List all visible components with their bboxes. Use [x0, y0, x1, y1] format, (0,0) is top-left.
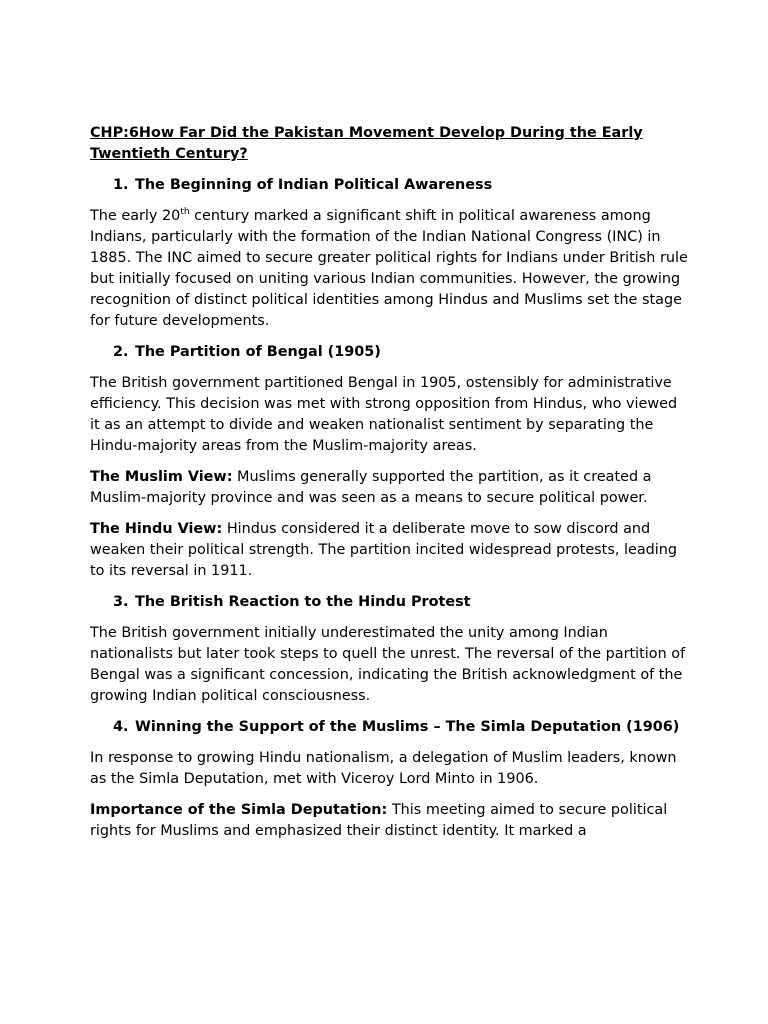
section-heading-text: Winning the Support of the Muslims – The Simla Deputation (1906): [135, 719, 680, 735]
paragraph-text: Hindus considered it a deliberate move to sow discord and weaken their political strength. The partition incited widespread protests, leading to its reversal in 1911.: [90, 521, 678, 579]
paragraph: [90, 800, 690, 842]
section-heading-4: [90, 717, 690, 738]
section-heading-text: The Beginning of Indian Political Awareness: [135, 177, 493, 193]
paragraph-text: In response to growing Hindu nationalism, a delegation of Muslim leaders, known as the Simla Deputation, met with Viceroy Lord Minto in 1906.: [90, 750, 677, 787]
section-heading-text: The British Reaction to the Hindu Protest: [135, 594, 471, 610]
section-heading-3: [90, 592, 690, 613]
paragraph: [90, 206, 690, 332]
section-number: 1.: [113, 177, 129, 193]
paragraph-text: The British government partitioned Bengal in 1905, ostensibly for administrative efficiency. This decision was met with strong opposition from Hindus, who viewed it as an attempt to divide and weaken nationalist sentiment by separating the Hindu-majority areas from the Muslim-majority areas.: [90, 375, 678, 454]
superscript-text: th: [180, 207, 190, 217]
paragraph-label: The Hindu View:: [90, 521, 223, 537]
paragraph-text: The British government initially underestimated the unity among Indian nationalists but later took steps to quell the unrest. The reversal of the partition of Bengal was a significant concession, indicating the British acknowledgment of the growing Indian political consciousness.: [90, 625, 686, 704]
document-page: [90, 123, 690, 852]
paragraph: [90, 623, 690, 707]
document-title: CHP:6How Far Did the Pakistan Movement Develop During the Early Twentieth Century?: [90, 125, 643, 162]
section-heading-2: [90, 342, 690, 363]
paragraph: [90, 467, 690, 509]
section-heading-text: The Partition of Bengal (1905): [135, 344, 381, 360]
section-number: 4.: [113, 719, 129, 735]
section-heading-1: [90, 175, 690, 196]
paragraph-text: Muslims generally supported the partition, as it created a Muslim-majority province and was seen as a means to secure political power.: [90, 469, 652, 506]
paragraph: [90, 373, 690, 457]
paragraph: [90, 748, 690, 790]
paragraph-label: Importance of the Simla Deputation:: [90, 802, 388, 818]
paragraph: [90, 519, 690, 582]
paragraph-text: The early 20: [90, 208, 181, 224]
paragraph-text: This meeting aimed to secure political rights for Muslims and emphasized their distinct identity. It marked a: [90, 802, 668, 839]
paragraph-label: The Muslim View:: [90, 469, 233, 485]
section-number: 2.: [113, 344, 129, 360]
paragraph-text: century marked a significant shift in political awareness among Indians, particularly with the formation of the Indian National Congress (INC) in 1885. The INC aimed to secure greater political rights for Indians under British rule but initially focused on uniting various Indian communities. However, the growing recognition of distinct political identities among Hindus and Muslims set the stage for future developments.: [90, 208, 688, 329]
section-number: 3.: [113, 594, 129, 610]
